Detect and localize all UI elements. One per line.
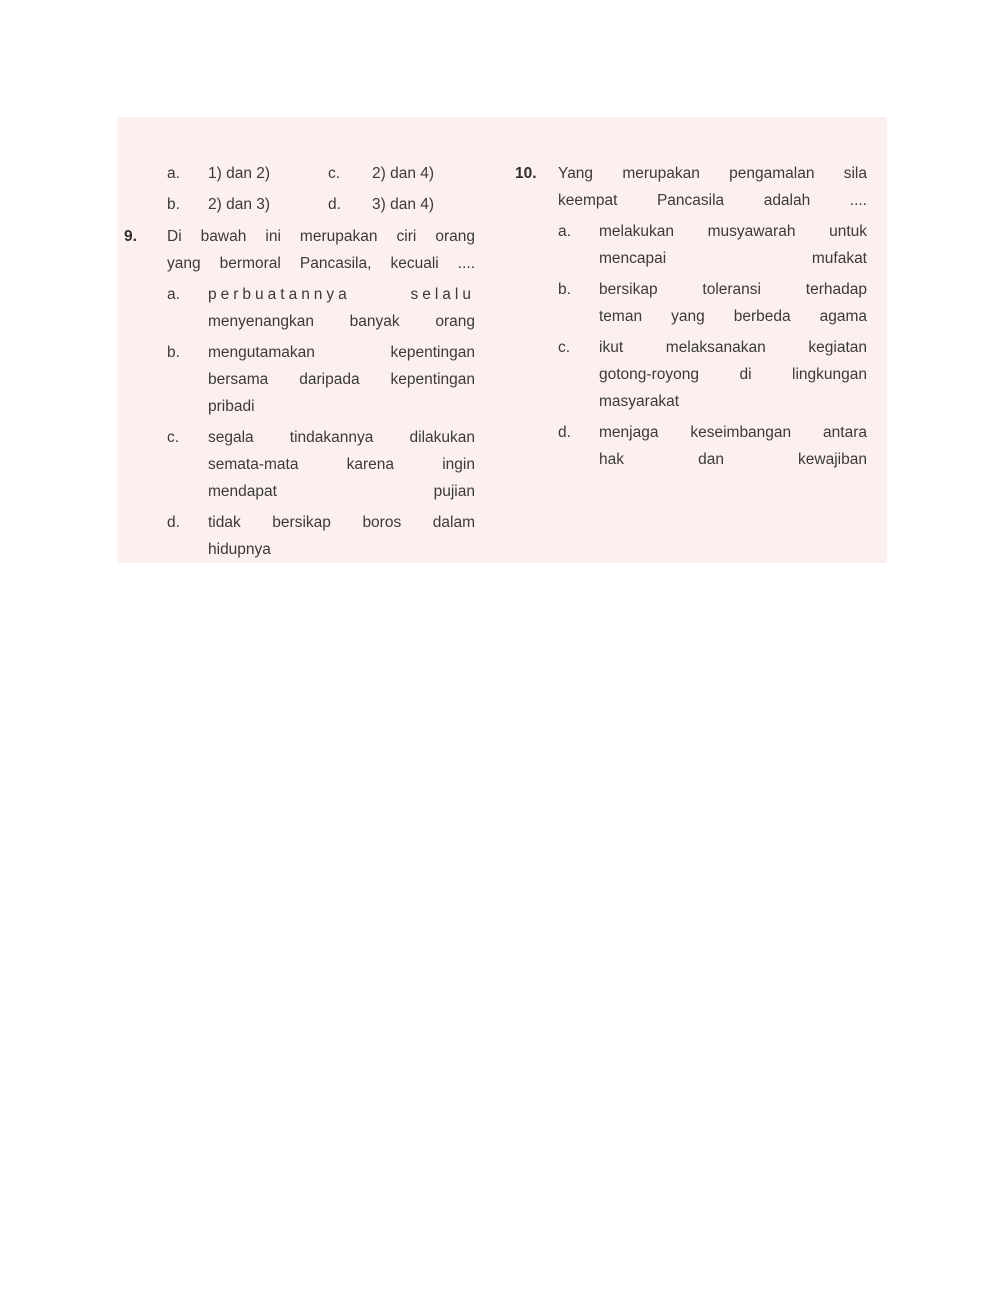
- q10-option-d-letter: d.: [558, 424, 571, 441]
- q10-question: [558, 160, 867, 214]
- q10-option-c-line2: gotong-royong di lingkungan: [599, 366, 867, 383]
- q10-option-b-line1: bersikap toleransi terhadap: [599, 281, 867, 298]
- q9-option-d: [208, 509, 475, 563]
- q8-option-b-text: 2) dan 3): [208, 196, 271, 213]
- q9-question-line1: Di bawah ini merupakan ciri orang: [167, 228, 475, 245]
- q9-option-d-line2: hidupnya: [208, 541, 271, 558]
- q9-question-line2: yang bermoral Pancasila, kecuali ....: [167, 255, 475, 272]
- q9-option-c: [208, 424, 475, 505]
- q8-option-a-text: 1) dan 2): [208, 165, 271, 182]
- q9-question: [167, 223, 475, 277]
- q10-option-a: [599, 218, 867, 272]
- q9-option-b-line2: bersama daripada kepentingan: [208, 371, 475, 388]
- q9-option-d-letter: d.: [167, 514, 180, 531]
- q8-option-a-letter: a.: [167, 165, 180, 182]
- q9-option-d-line1: tidak bersikap boros dalam: [208, 514, 475, 531]
- q10-option-a-line1: melakukan musyawarah untuk: [599, 223, 867, 240]
- q9-option-c-line1: segala tindakannya dilakukan: [208, 429, 475, 446]
- q9-option-b-letter: b.: [167, 344, 180, 361]
- q9-option-b: [208, 339, 475, 420]
- q9-option-c-letter: c.: [167, 429, 180, 446]
- q10-option-d-line1: menjaga keseimbangan antara: [599, 424, 867, 441]
- q8-option-c-text: 2) dan 4): [372, 165, 435, 182]
- q10-option-d-line2: hak dan kewajiban: [599, 451, 867, 468]
- question-panel: [117, 117, 887, 563]
- q10-option-d: [599, 419, 867, 473]
- q8-option-d-text: 3) dan 4): [372, 196, 435, 213]
- q10-option-c-line3: masyarakat: [599, 393, 680, 410]
- q9-option-c-line2: semata-mata karena ingin: [208, 456, 475, 473]
- q9-option-b-line3: pribadi: [208, 398, 255, 415]
- q8-option-c-letter: c.: [328, 165, 341, 182]
- q10-option-b: [599, 276, 867, 330]
- q9-option-a-line2: menyenangkan banyak orang: [208, 313, 475, 330]
- q9-option-a: [208, 281, 475, 335]
- q10-option-c-letter: c.: [558, 339, 571, 356]
- q10-question-line2: keempat Pancasila adalah ....: [558, 192, 867, 209]
- q10-option-b-line2: teman yang berbeda agama: [599, 308, 867, 325]
- q9-number: 9.: [124, 228, 137, 245]
- q10-option-a-letter: a.: [558, 223, 571, 240]
- q10-option-b-letter: b.: [558, 281, 571, 298]
- q10-option-c-line1: ikut melaksanakan kegiatan: [599, 339, 867, 356]
- q8-option-b-letter: b.: [167, 196, 180, 213]
- q9-option-a-line1: perbuatannya selalu: [208, 286, 475, 303]
- q10-question-line1: Yang merupakan pengamalan sila: [558, 165, 867, 182]
- q8-option-d-letter: d.: [328, 196, 341, 213]
- q10-option-a-line2: mencapai mufakat: [599, 250, 867, 267]
- q9-option-c-line3: mendapat pujian: [208, 483, 475, 500]
- q10-number: 10.: [515, 165, 537, 182]
- q9-option-b-line1: mengutamakan kepentingan: [208, 344, 475, 361]
- q10-option-c: [599, 334, 867, 415]
- q9-option-a-letter: a.: [167, 286, 180, 303]
